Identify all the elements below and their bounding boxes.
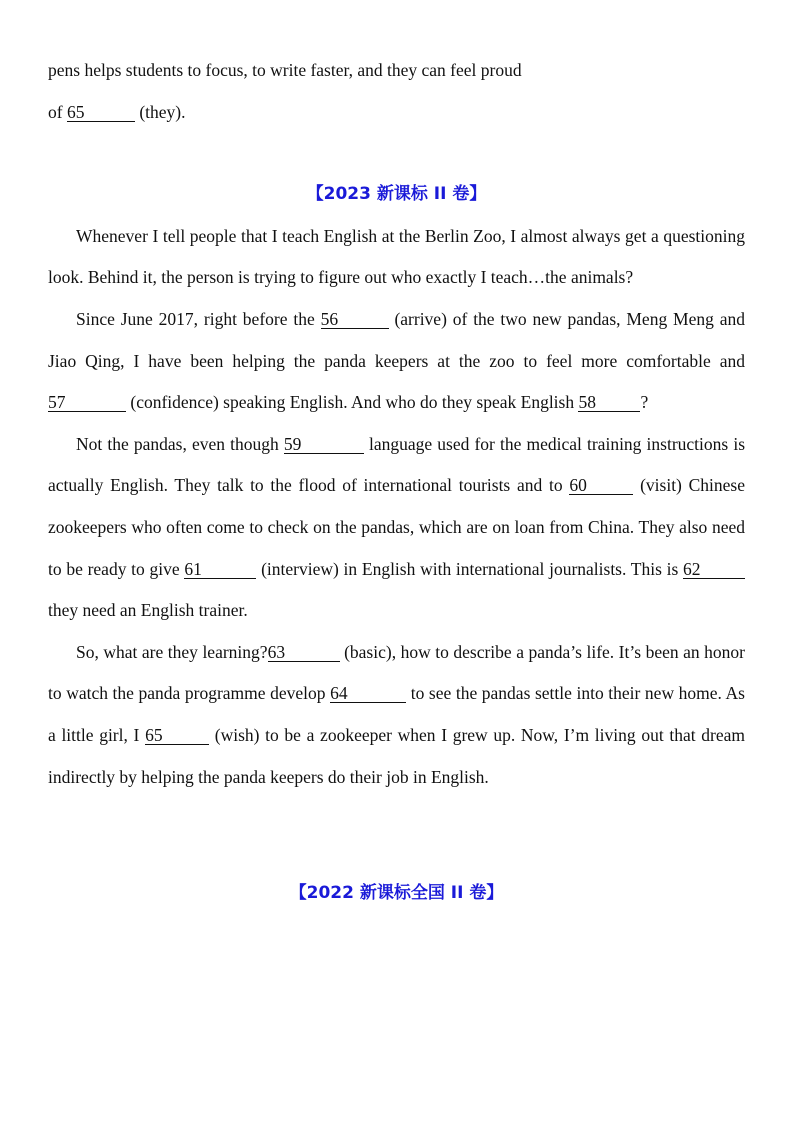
answer-blank-60[interactable]: 60 [569, 476, 633, 495]
answer-blank-57[interactable]: 57 [48, 393, 126, 412]
answer-blank-65[interactable]: 65 [145, 726, 209, 745]
answer-blank-58[interactable]: 58 [578, 393, 640, 412]
paragraph-2 [48, 299, 745, 424]
answer-blank-61[interactable]: 61 [184, 560, 256, 579]
passage-text: (basic), how to describe a panda’s life. It’s been an honor to watch the panda programme develop [48, 641, 745, 704]
passage-text: (interview) in English with international journalists. This is [256, 558, 684, 579]
answer-blank-62[interactable]: 62 [683, 560, 745, 579]
answer-blank-65[interactable]: 65 [67, 103, 135, 122]
section-heading-2022: 【2022 新课标全国 II 卷】 [289, 883, 504, 904]
passage-text: So, what are they learning? [76, 641, 268, 662]
paragraph-3 [48, 424, 745, 632]
passage-text: (visit) Chinese zookeepers who often come to check on the pandas, which are on loan from China. They also need to be ready to give [48, 475, 746, 579]
answer-blank-59[interactable]: 59 [284, 435, 364, 454]
passage-text: of [48, 101, 67, 122]
passage-text: Since June 2017, right before the [76, 308, 321, 329]
passage-text: pens helps students to focus, to write faster, and they can feel proud [48, 60, 522, 80]
passage-text: ? [640, 392, 649, 413]
passage-text: (they). [134, 101, 186, 122]
passage-text: language used for the medical training instructions is actually English. They talk to the flood of international tourists and to [48, 433, 746, 496]
previous-passage-ending [48, 50, 745, 133]
passage-text: to see the pandas settle into their new home. As a little girl, I [48, 683, 745, 745]
paragraph-4 [48, 632, 745, 798]
document-page [48, 50, 745, 915]
passage-text: (confidence) speaking English. And who do they speak English [126, 392, 579, 413]
answer-blank-56[interactable]: 56 [321, 310, 389, 329]
answer-blank-64[interactable]: 64 [330, 684, 406, 703]
answer-blank-63[interactable]: 63 [268, 643, 340, 662]
passage-text: Not the pandas, even though [76, 433, 284, 454]
passage-text: (arrive) of the two new pandas, Meng Meng and Jiao Qing, I have been helping the panda keepers at the zoo to feel more comfortable and [48, 308, 746, 371]
passage-text: they need an English trainer. [48, 600, 248, 621]
passage-text: (wish) to be a zookeeper when I grew up. Now, I’m living out that dream indirectly by helping the panda keepers do their job in English. [48, 724, 745, 787]
paragraph-1: Whenever I tell people that I teach English at the Berlin Zoo, I almost always get a questioning look. Behind it, the person is trying to figure out who exactly I teach…the animals? [48, 225, 745, 288]
section-heading-2023: 【2023 新课标 II 卷】 [306, 184, 487, 205]
